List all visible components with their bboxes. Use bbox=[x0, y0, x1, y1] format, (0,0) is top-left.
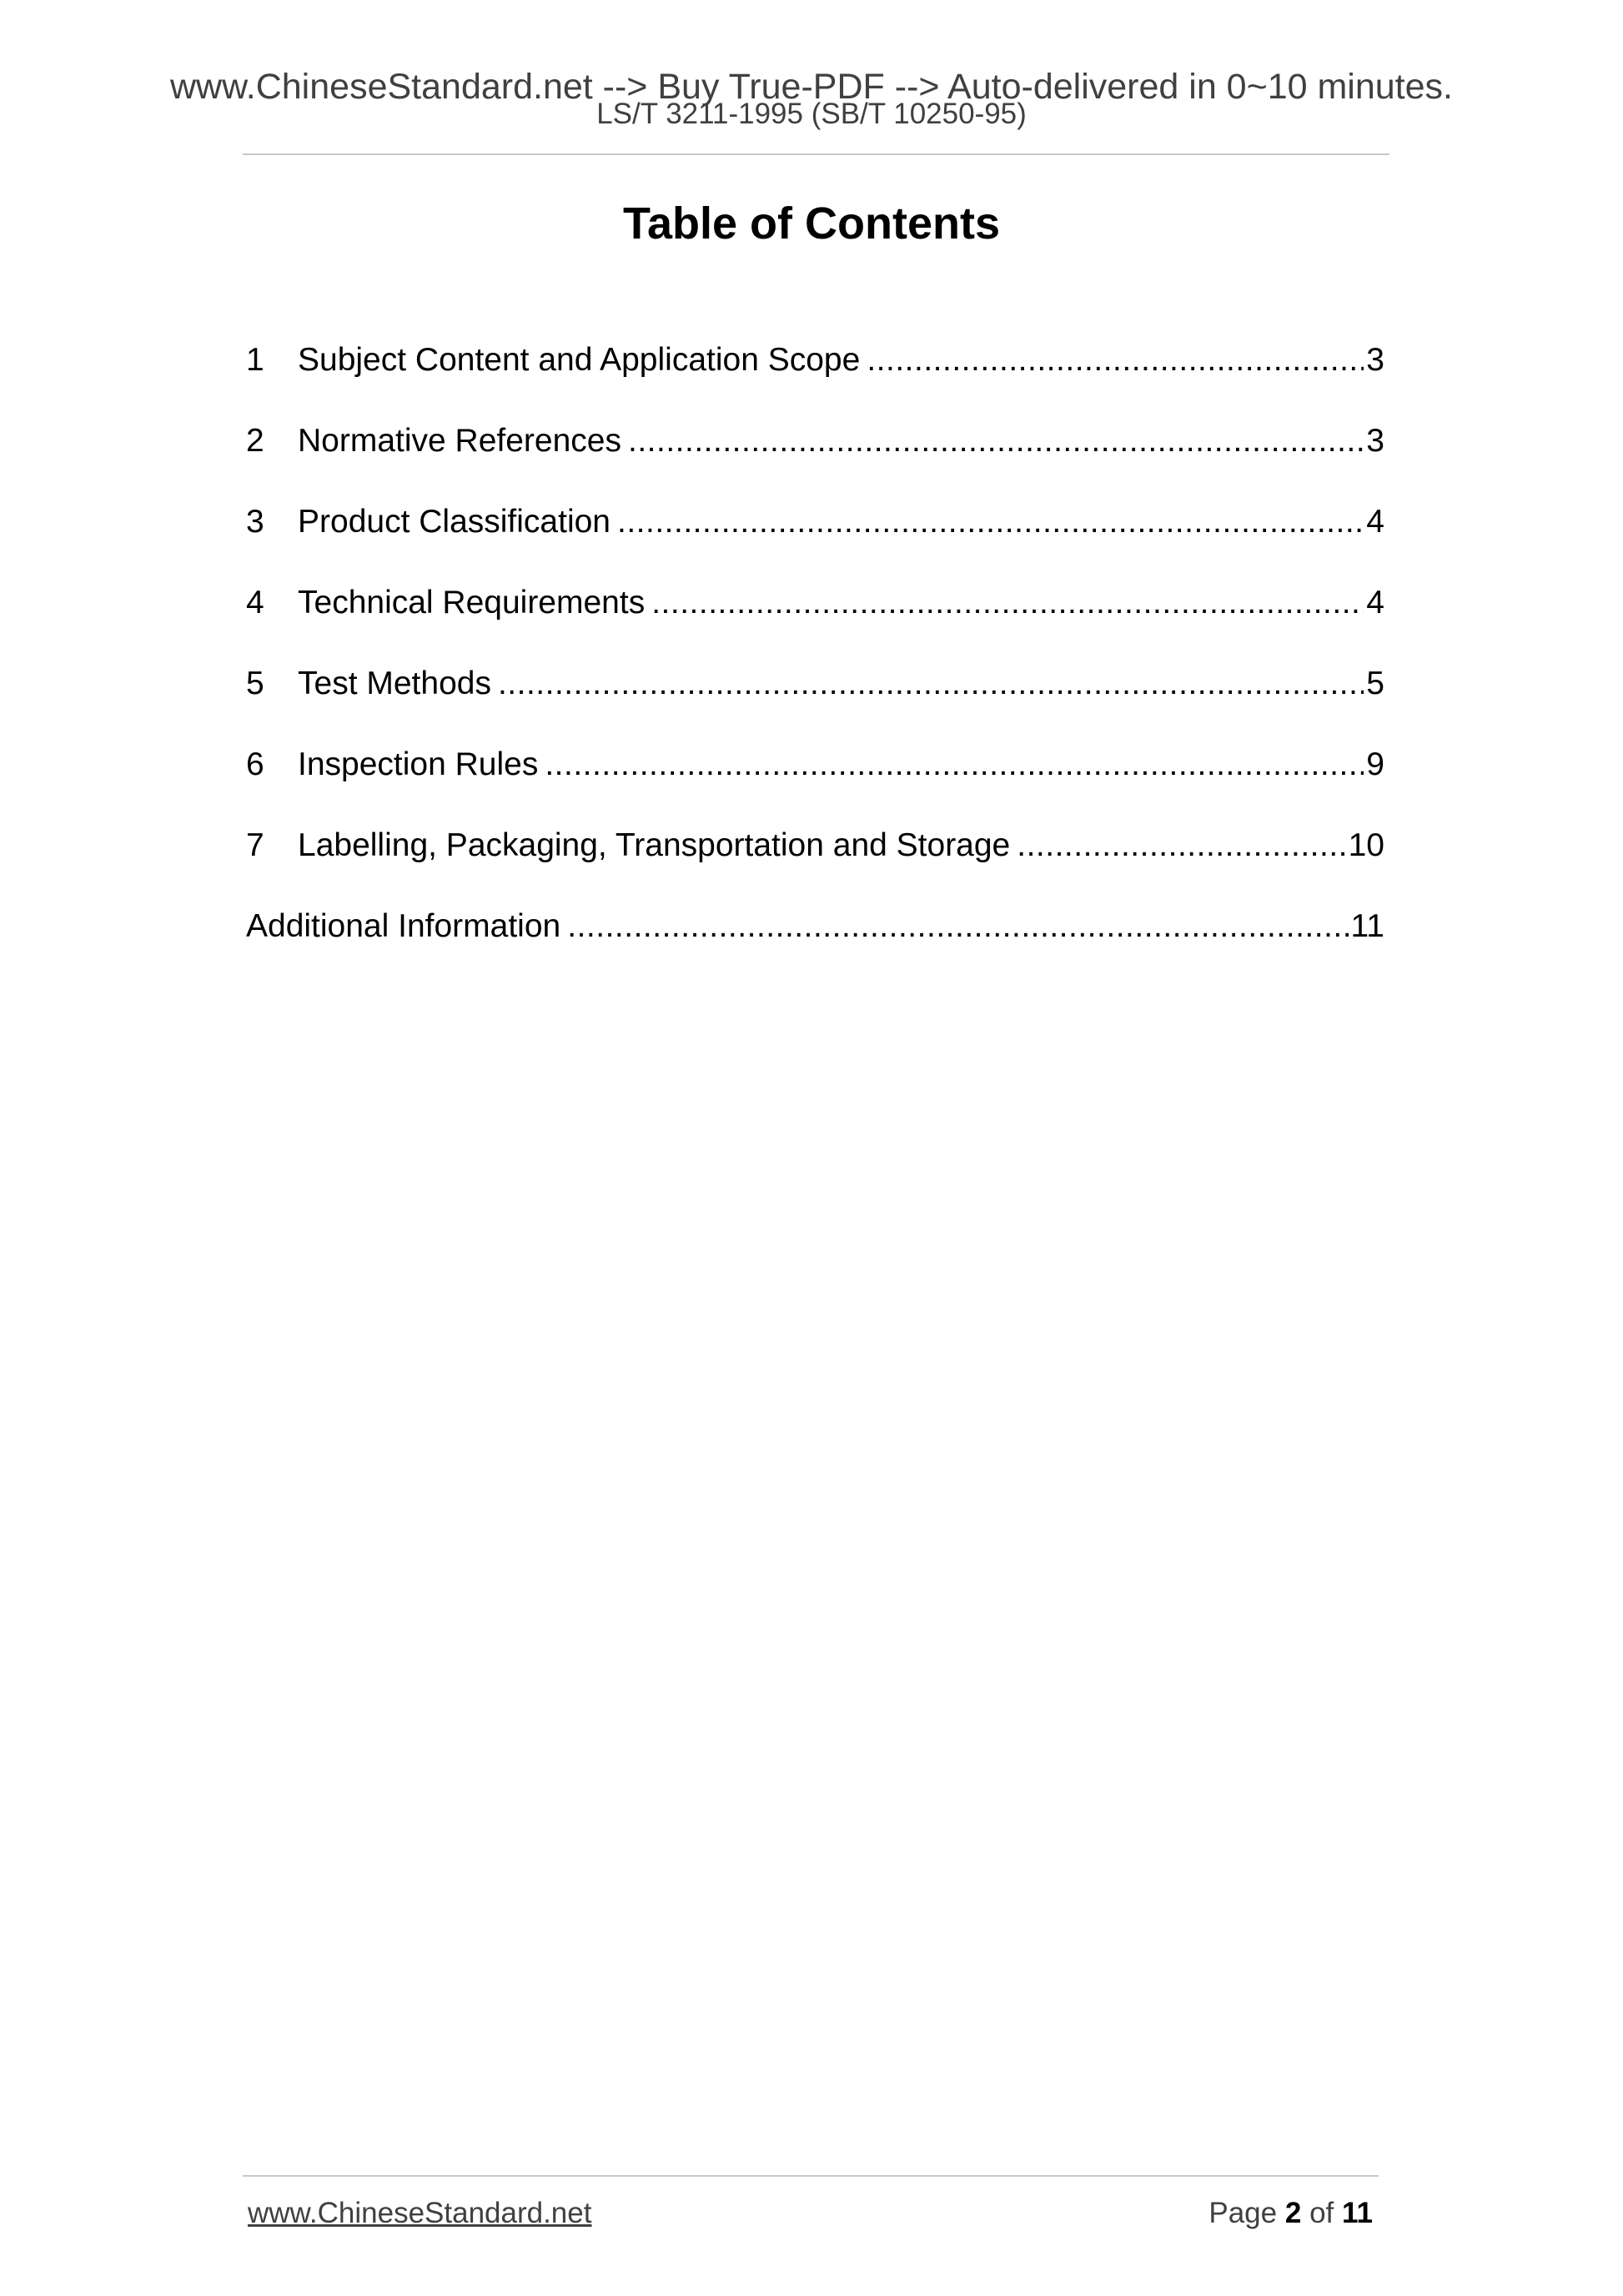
toc-leader-dots bbox=[498, 657, 1364, 711]
toc-entry-title: Inspection Rules bbox=[298, 746, 539, 782]
toc-leader-dots bbox=[567, 900, 1348, 953]
page-of-label: of bbox=[1309, 2197, 1334, 2229]
toc-entry-number: 3 bbox=[246, 504, 264, 540]
toc-entry[interactable] bbox=[246, 576, 1384, 657]
toc-entry-page: 11 bbox=[1350, 908, 1384, 944]
toc-entry[interactable] bbox=[246, 414, 1384, 495]
toc-entry-number: 4 bbox=[246, 585, 264, 620]
standard-number: LS/T 3211-1995 (SB/T 10250-95) bbox=[596, 98, 1027, 130]
header-divider bbox=[243, 153, 1389, 155]
toc-entry-number: 6 bbox=[246, 746, 264, 782]
toc-entry-page: 3 bbox=[1366, 342, 1384, 378]
total-pages: 11 bbox=[1342, 2197, 1373, 2229]
toc-entry-title: Labelling, Packaging, Transportation and Storage bbox=[298, 827, 1011, 863]
footer-divider bbox=[243, 2175, 1379, 2177]
toc-entry-title: Additional Information bbox=[246, 908, 561, 944]
toc-entry-page: 4 bbox=[1366, 504, 1384, 540]
toc-entry[interactable] bbox=[246, 819, 1384, 900]
toc-entry-title: Normative References bbox=[298, 423, 621, 459]
toc-entry[interactable] bbox=[246, 495, 1384, 576]
toc-list bbox=[246, 334, 1384, 981]
toc-entry[interactable] bbox=[246, 738, 1384, 819]
toc-entry-page: 4 bbox=[1366, 585, 1384, 620]
toc-entry-title: Product Classification bbox=[298, 504, 611, 540]
toc-leader-dots bbox=[617, 495, 1364, 549]
page-number bbox=[1208, 2195, 1373, 2232]
toc-entry-page: 10 bbox=[1348, 827, 1384, 863]
toc-entry-title: Test Methods bbox=[298, 666, 491, 701]
footer-website-link[interactable]: www.ChineseStandard.net bbox=[248, 2197, 592, 2229]
page-title: Table of Contents bbox=[623, 198, 1000, 249]
toc-entry-number: 5 bbox=[246, 666, 264, 701]
toc-entry-page: 9 bbox=[1366, 746, 1384, 782]
toc-entry-page: 3 bbox=[1366, 423, 1384, 459]
toc-entry-page: 5 bbox=[1366, 666, 1384, 701]
toc-leader-dots bbox=[651, 576, 1364, 630]
toc-leader-dots bbox=[628, 414, 1364, 468]
toc-entry[interactable] bbox=[246, 657, 1384, 738]
toc-entry-title: Technical Requirements bbox=[298, 585, 646, 620]
toc-leader-dots bbox=[867, 334, 1364, 387]
toc-leader-dots bbox=[1017, 819, 1345, 872]
toc-entry-title: Subject Content and Application Scope bbox=[298, 342, 861, 378]
current-page: 2 bbox=[1284, 2197, 1302, 2229]
toc-entry-number: 2 bbox=[246, 423, 264, 459]
toc-leader-dots bbox=[545, 738, 1364, 791]
page-header bbox=[0, 67, 1623, 130]
header-banner-text: www.ChineseStandard.net --> Buy True-PDF --> Auto-delivered in 0~10 minutes. bbox=[169, 67, 1453, 107]
toc-entry[interactable] bbox=[246, 334, 1384, 414]
toc-entry-number: 1 bbox=[246, 342, 264, 378]
toc-entry-additional[interactable] bbox=[246, 900, 1384, 981]
page-label: Page bbox=[1208, 2197, 1278, 2229]
toc-entry-number: 7 bbox=[246, 827, 264, 863]
